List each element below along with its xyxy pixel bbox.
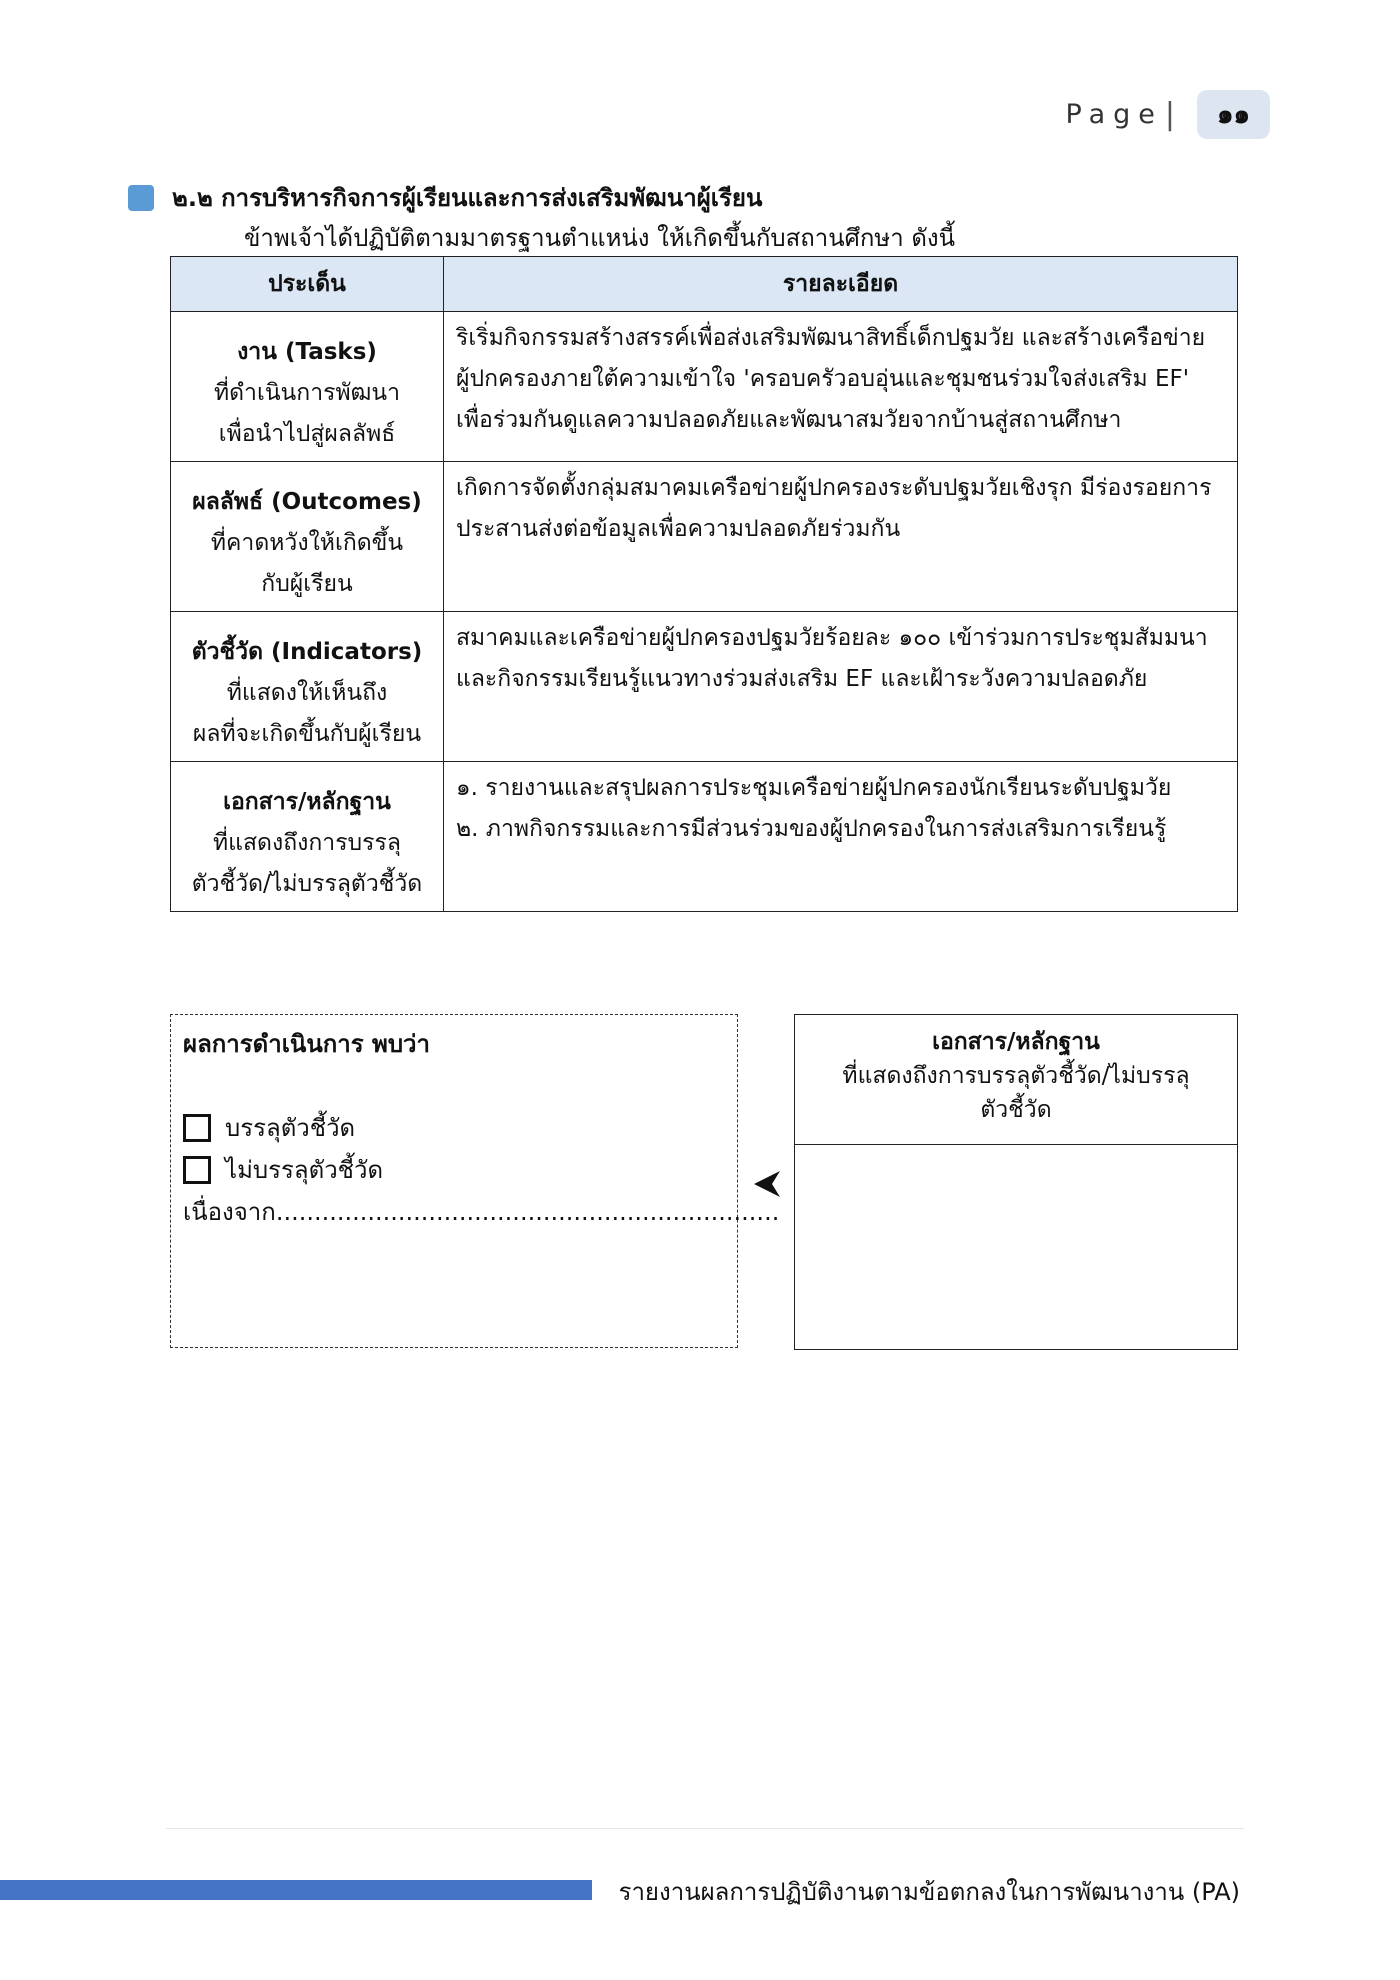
row-label-line: ที่คาดหวังให้เกิดขึ้น [210, 530, 404, 556]
row-label-line: ที่ดำเนินการพัฒนา [213, 380, 401, 406]
row-label-line: ตัวชี้วัด/ไม่บรรลุตัวชี้วัด [191, 871, 423, 897]
section-title: ๒.๒ การบริหารกิจการผู้เรียนและการส่งเสริมพัฒนาผู้เรียน [172, 184, 763, 212]
section-intro: ข้าพเจ้าได้ปฏิบัติตามมาตรฐานตำแหน่ง ให้เกิดขึ้นกับสถานศึกษา ดังนี้ [244, 224, 956, 252]
row-detail-line: ริเริ่มกิจกรรมสร้างสรรค์เพื่อส่งเสริมพัฒนาสิทธิ์เด็กปฐมวัย และสร้างเครือข่าย [456, 325, 1206, 351]
row-detail-line: สมาคมและเครือข่ายผู้ปกครองปฐมวัยร้อยละ ๑๐๐ เข้าร่วมการประชุมสัมมนา [456, 625, 1208, 651]
achieved-option[interactable] [183, 1107, 725, 1149]
row-label-line: กับผู้เรียน [261, 571, 353, 597]
row-label-bold: เอกสาร/หลักฐาน [223, 789, 391, 815]
row-label-line: ที่แสดงถึงการบรรลุ [213, 830, 401, 856]
result-title: ผลการดำเนินการ พบว่า [183, 1030, 431, 1058]
row-label-bold: งาน (Tasks) [237, 339, 377, 365]
table-row-indicators [171, 612, 1238, 762]
row-label-line: เพื่อนำไปสู่ผลลัพธ์ [218, 421, 396, 447]
column-header-topic: ประเด็น [171, 257, 444, 312]
bullet-square-icon [128, 185, 154, 211]
row-detail-line: ผู้ปกครองภายใต้ความเข้าใจ 'ครอบครัวอบอุ่นและชุมชนร่วมใจส่งเสริม EF' [456, 366, 1190, 392]
not-achieved-option[interactable] [183, 1149, 725, 1191]
row-detail [444, 462, 1238, 612]
footer-divider [166, 1828, 1244, 1829]
section-heading [128, 178, 762, 217]
evidence-title: เอกสาร/หลักฐาน [932, 1029, 1100, 1055]
footer-text: รายงานผลการปฏิบัติงานตามข้อตกลงในการพัฒนางาน (PA) [618, 1878, 1240, 1906]
row-detail-line: เพื่อร่วมกันดูแลความปลอดภัยและพัฒนาสมวัยจากบ้านสู่สถานศึกษา [456, 407, 1122, 433]
arrow-left-icon-shape [752, 1169, 782, 1199]
row-detail-line: และกิจกรรมเรียนรู้แนวทางร่วมส่งเสริม EF และเฝ้าระวังความปลอดภัย [456, 666, 1148, 692]
reason-line: เนื่องจาก.................................................................. [183, 1198, 780, 1226]
row-label [171, 312, 444, 462]
footer-color-bar [0, 1880, 592, 1900]
row-detail-line: ๒. ภาพกิจกรรมและการมีส่วนร่วมของผู้ปกครองในการส่งเสริมการเรียนรู้ [456, 816, 1167, 842]
row-label-line: ผลที่จะเกิดขึ้นกับผู้เรียน [192, 721, 422, 747]
row-label-bold: ตัวชี้วัด (Indicators) [191, 639, 423, 665]
row-label [171, 462, 444, 612]
row-detail [444, 762, 1238, 912]
achieved-checkbox[interactable] [183, 1114, 211, 1142]
not-achieved-label: ไม่บรรลุตัวชี้วัด [225, 1156, 384, 1184]
table-row-evidence [171, 762, 1238, 912]
row-detail-line: เกิดการจัดตั้งกลุ่มสมาคมเครือข่ายผู้ปกครองระดับปฐมวัยเชิงรุก มีร่องรอยการ [456, 475, 1212, 501]
page-separator: | [1164, 97, 1175, 132]
row-label-bold: ผลลัพธ์ (Outcomes) [192, 489, 422, 515]
row-detail [444, 612, 1238, 762]
page-header [1066, 90, 1271, 139]
row-detail-line: ๑. รายงานและสรุปผลการประชุมเครือข่ายผู้ปกครองนักเรียนระดับปฐมวัย [456, 775, 1172, 801]
evidence-line: ตัวชี้วัด [980, 1097, 1052, 1123]
evidence-box [794, 1014, 1238, 1350]
row-detail [444, 312, 1238, 462]
row-detail-line: ประสานส่งต่อข้อมูลเพื่อความปลอดภัยร่วมกัน [456, 516, 901, 542]
achieved-label: บรรลุตัวชี้วัด [225, 1114, 356, 1142]
evidence-line: ที่แสดงถึงการบรรลุตัวชี้วัด/ไม่บรรลุ [842, 1063, 1190, 1089]
row-label [171, 762, 444, 912]
column-header-detail: รายละเอียด [444, 257, 1238, 312]
evidence-header [795, 1015, 1237, 1145]
result-box [170, 1014, 780, 1348]
page-number-badge: ๑๑ [1197, 90, 1270, 139]
standards-table [170, 256, 1238, 912]
table-row-outcomes [171, 462, 1238, 612]
not-achieved-checkbox[interactable] [183, 1156, 211, 1184]
page-label: Page [1065, 99, 1163, 130]
table-row-tasks [171, 312, 1238, 462]
table-header-row [171, 257, 1238, 312]
row-label-line: ที่แสดงให้เห็นถึง [226, 680, 388, 706]
arrow-left-icon [752, 1168, 782, 1208]
row-label [171, 612, 444, 762]
